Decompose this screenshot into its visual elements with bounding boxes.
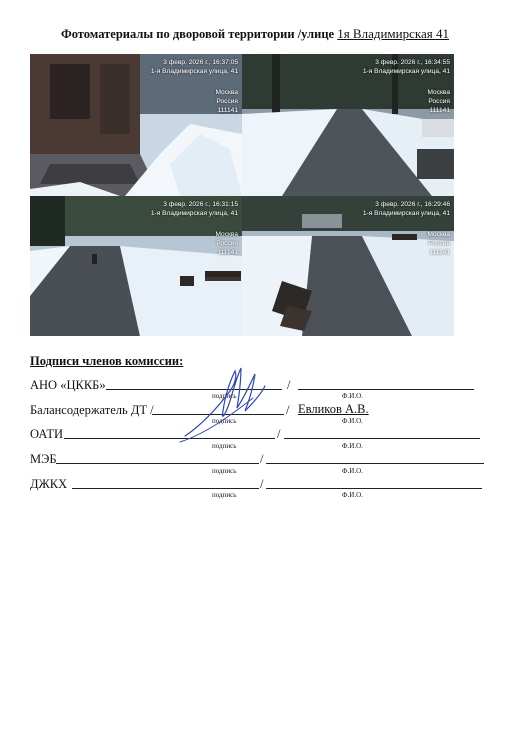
photo-4-zip: 111141 bbox=[429, 249, 450, 256]
photo-3-datetime: 3 февр. 2026 г., 16:31:15 bbox=[163, 201, 238, 208]
sign-row-label-1: АНО «ЦККБ» bbox=[30, 378, 106, 392]
photo-4-city: Москва bbox=[427, 231, 450, 238]
handwritten-signature bbox=[175, 356, 270, 446]
name-value-2: Евликов А.В. bbox=[298, 402, 369, 416]
photo-3-overlay bbox=[151, 200, 238, 257]
photo-1-street: 1-я Владимирская улица, 41 bbox=[150, 68, 238, 75]
photo-2-datetime: 3 февр. 2026 г., 16:34:55 bbox=[375, 59, 450, 66]
signature-line-4[interactable] bbox=[56, 463, 259, 464]
name-caption-3: Ф.И.О. bbox=[342, 442, 363, 450]
sign-caption-1: подпись bbox=[212, 392, 237, 400]
sign-row-label-4: МЭБ bbox=[30, 452, 57, 466]
photo-1-overlay bbox=[151, 58, 238, 115]
photo-1-city: Москва bbox=[215, 89, 238, 96]
slash-4: / bbox=[260, 452, 264, 466]
photo-1-datetime: 3 февр. 2026 г., 16:37:05 bbox=[163, 59, 238, 66]
sign-caption-5: подпись bbox=[212, 491, 237, 499]
photo-3-country: Россия bbox=[216, 240, 238, 247]
sign-row-label-5: ДЖКХ bbox=[30, 477, 68, 491]
title-prefix: Фотоматериалы по дворовой территории /улице bbox=[60, 27, 335, 41]
slash-2: / bbox=[286, 403, 290, 417]
photo-2-city: Москва bbox=[427, 89, 450, 96]
photo-4-country: Россия bbox=[428, 240, 450, 247]
slash-1: / bbox=[287, 378, 291, 392]
name-caption-5: Ф.И.О. bbox=[342, 491, 363, 499]
name-line-5[interactable] bbox=[266, 488, 482, 489]
title-address: 1я Владимирская 41 bbox=[337, 26, 450, 41]
photo-1-zip: 111141 bbox=[217, 107, 238, 114]
photo-4-street: 1-я Владимирская улица, 41 bbox=[362, 210, 450, 217]
name-line-4[interactable] bbox=[266, 463, 484, 464]
name-caption-1: Ф.И.О. bbox=[342, 392, 363, 400]
photo-3-zip: 111141 bbox=[217, 249, 238, 256]
photo-grid bbox=[30, 54, 454, 336]
name-caption-2: Ф.И.О. bbox=[342, 417, 363, 425]
photo-4-datetime: 3 февр. 2026 г., 16:29:46 bbox=[375, 201, 450, 208]
signatures-heading: Подписи членов комиссии: bbox=[30, 354, 184, 368]
photo-3 bbox=[30, 196, 242, 336]
photo-2-street: 1-я Владимирская улица, 41 bbox=[362, 68, 450, 75]
name-line-3[interactable] bbox=[284, 438, 480, 439]
slash-3: / bbox=[277, 427, 281, 441]
photo-1-country: Россия bbox=[216, 98, 238, 105]
photo-2 bbox=[242, 54, 454, 196]
slash-5: / bbox=[260, 477, 264, 491]
sign-caption-4: подпись bbox=[212, 467, 237, 475]
photo-4-overlay bbox=[363, 200, 450, 257]
signature-line-5[interactable] bbox=[72, 488, 259, 489]
photo-1 bbox=[30, 54, 242, 196]
photo-2-zip: 111141 bbox=[429, 107, 450, 114]
photo-2-country: Россия bbox=[428, 98, 450, 105]
name-line-1[interactable] bbox=[298, 389, 474, 390]
photo-3-city: Москва bbox=[215, 231, 238, 238]
sign-row-label-3: ОАТИ bbox=[30, 427, 63, 441]
photo-4 bbox=[242, 196, 454, 336]
photo-2-overlay bbox=[363, 58, 450, 115]
sign-row-label-2: Балансодержатель ДТ / bbox=[30, 403, 154, 417]
sign-caption-2: подпись bbox=[212, 417, 237, 425]
sign-caption-3: подпись bbox=[212, 442, 237, 450]
photo-3-street: 1-я Владимирская улица, 41 bbox=[150, 210, 238, 217]
name-caption-4: Ф.И.О. bbox=[342, 467, 363, 475]
document-title bbox=[0, 26, 510, 42]
